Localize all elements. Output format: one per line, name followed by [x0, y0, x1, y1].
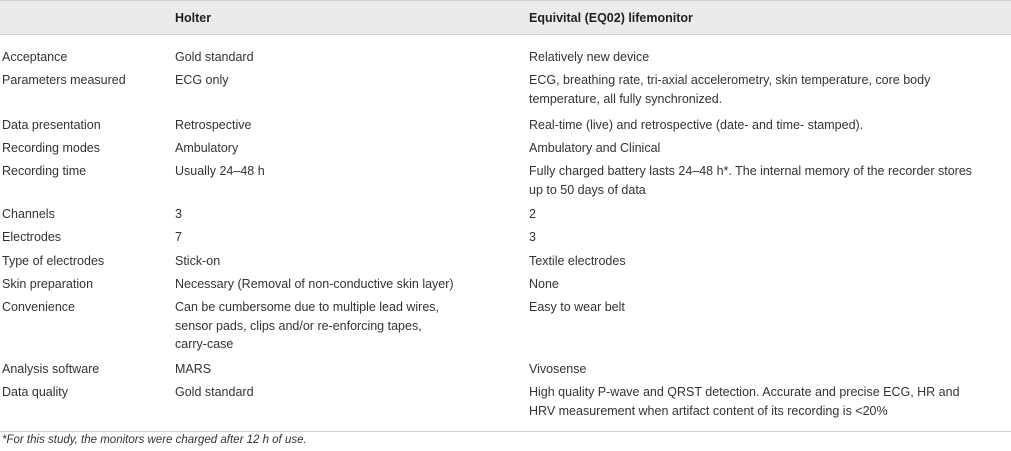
holter-cell	[175, 205, 182, 224]
header-holter: Holter	[175, 11, 212, 25]
equivital-cell	[529, 252, 626, 271]
row-label: Analysis software	[2, 362, 100, 376]
holter-cell-line: Gold standard	[175, 50, 254, 64]
equivital-cell	[529, 383, 960, 420]
equivital-cell-line: 3	[529, 230, 536, 244]
equivital-cell	[529, 275, 559, 294]
equivital-cell	[529, 205, 536, 224]
holter-cell-line: MARS	[175, 362, 212, 376]
equivital-cell-line: Ambulatory and Clinical	[529, 141, 661, 155]
holter-cell	[175, 116, 251, 135]
holter-cell-line: Can be cumbersome due to multiple lead wires,	[175, 300, 440, 314]
row-label: Data presentation	[2, 118, 101, 132]
holter-cell-line: Stick-on	[175, 254, 221, 268]
row-label: Acceptance	[2, 50, 68, 64]
equivital-cell	[529, 162, 972, 199]
equivital-cell	[529, 139, 660, 158]
table-footnote: *For this study, the monitors were charged after 12 h of use.	[2, 434, 307, 446]
equivital-cell	[529, 116, 863, 135]
row-label: Data quality	[2, 385, 69, 399]
table-bottom-rule	[0, 431, 1011, 432]
equivital-cell	[529, 71, 930, 108]
equivital-cell-line: Textile electrodes	[529, 254, 626, 268]
holter-cell-line: 3	[175, 207, 182, 221]
holter-cell	[175, 228, 182, 247]
header-equivital: Equivital (EQ02) lifemonitor	[529, 11, 693, 25]
row-label: Convenience	[2, 300, 75, 314]
row-label: Skin preparation	[2, 277, 94, 291]
equivital-cell-line: ECG, breathing rate, tri-axial accelerometry, skin temperature, core body	[529, 73, 931, 87]
equivital-cell-line: Vivosense	[529, 362, 587, 376]
equivital-cell-line: High quality P-wave and QRST detection. Accurate and precise ECG, HR and	[529, 385, 960, 399]
table-header	[0, 0, 1011, 35]
holter-cell	[175, 48, 254, 67]
equivital-cell	[529, 360, 586, 379]
holter-cell	[175, 162, 265, 181]
holter-cell	[175, 383, 254, 402]
holter-cell-line: Necessary (Removal of non-conductive skin layer)	[175, 277, 454, 291]
equivital-cell	[529, 228, 536, 247]
equivital-cell	[529, 298, 625, 317]
holter-cell-line: carry-case	[175, 337, 234, 351]
holter-cell-line: sensor pads, clips and/or re-enforcing tapes,	[175, 318, 422, 333]
row-label: Recording time	[2, 164, 87, 178]
row-label: Recording modes	[2, 141, 100, 155]
equivital-cell-line: up to 50 days of data	[529, 182, 646, 197]
holter-cell-line: ECG only	[175, 73, 229, 87]
equivital-cell-line: Fully charged battery lasts 24–48 h*. The internal memory of the recorder stores	[529, 164, 973, 178]
holter-cell	[175, 252, 220, 271]
equivital-cell	[529, 48, 649, 67]
equivital-cell-line: 2	[529, 207, 536, 221]
row-label: Type of electrodes	[2, 254, 105, 268]
equivital-cell-line: Real-time (live) and retrospective (date- and time- stamped).	[529, 118, 864, 132]
holter-cell-line: Retrospective	[175, 118, 252, 132]
row-label: Electrodes	[2, 230, 62, 244]
equivital-cell-line: Relatively new device	[529, 50, 650, 64]
holter-cell-line: Gold standard	[175, 385, 254, 399]
row-label: Channels	[2, 207, 55, 221]
equivital-cell-line: HRV measurement when artifact content of its recording is <20%	[529, 403, 888, 418]
holter-cell	[175, 139, 238, 158]
row-label: Parameters measured	[2, 73, 126, 87]
holter-cell	[175, 298, 439, 354]
equivital-cell-line: None	[529, 277, 559, 291]
holter-cell-line: Usually 24–48 h	[175, 164, 265, 178]
holter-cell	[175, 275, 454, 294]
equivital-cell-line: Easy to wear belt	[529, 300, 625, 314]
holter-cell-line: 7	[175, 230, 182, 244]
equivital-cell-line: temperature, all fully synchronized.	[529, 91, 723, 106]
holter-cell-line: Ambulatory	[175, 141, 239, 155]
holter-cell	[175, 360, 211, 379]
holter-cell	[175, 71, 229, 90]
